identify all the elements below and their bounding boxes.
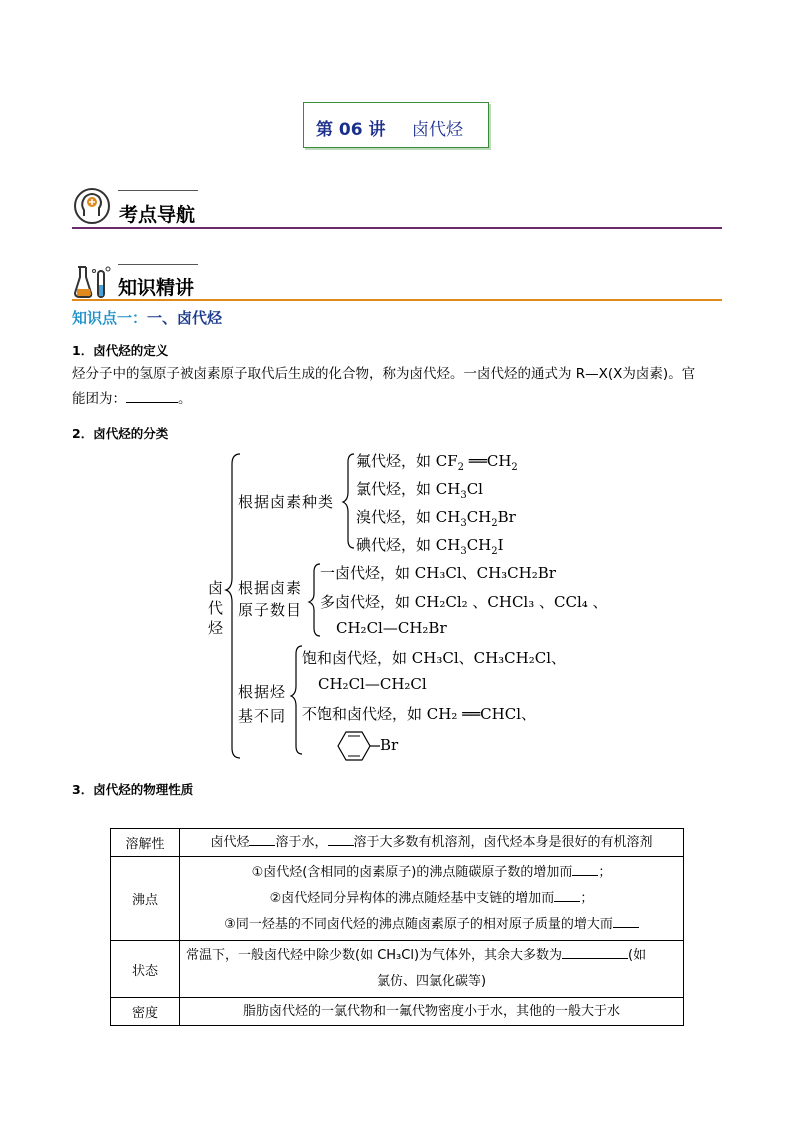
lecture-number: 第 06 讲 (316, 120, 386, 140)
tree-root-char-3: 烃 (208, 619, 224, 637)
content-line: 常温下，一般卤代烃中除少数(如 CH₃Cl)为气体外，其余大多数为 (如 (180, 943, 683, 969)
properties-table (110, 828, 684, 1026)
bromobenzene-structure (324, 728, 414, 764)
classification-heading: 2．卤代烃的分类 (72, 426, 169, 441)
group3-item-1: 饱和卤代烃，如 CH₃Cl、CH₃CH₂Cl、 (302, 649, 567, 667)
tree-root-char-1: 卤 (208, 579, 224, 597)
bromobenzene-substituent: Br (380, 736, 399, 754)
classification-tree (200, 448, 620, 768)
content-line: 卤代烃 溶于水， 溶于大多数有机溶剂，卤代烃本身是很好的有机溶剂 (180, 830, 683, 856)
lecture-title-box (303, 102, 489, 148)
group3-label (238, 680, 286, 728)
definition-heading: 1．卤代烃的定义 (72, 343, 169, 358)
knowledge-section-icon (72, 263, 114, 301)
row-content (180, 941, 684, 998)
group1-label: 根据卤素种类 (238, 493, 335, 511)
definition-line-2-prefix: 能团为： (72, 391, 126, 407)
row-label: 沸点 (111, 857, 180, 941)
table-row (111, 857, 684, 941)
knowledge-section-title: 知识精讲 (118, 277, 195, 299)
group3-label-line-1: 根据烃 (238, 683, 287, 701)
knowledge-section-rule (72, 299, 722, 301)
row-label: 密度 (111, 998, 180, 1026)
table-row (111, 829, 684, 857)
group2-item-2: 多卤代烃，如 CH₂Cl₂ 、CHCl₃ 、CCl₄ 、 (320, 593, 608, 611)
definition-line-2-suffix: 。 (178, 391, 192, 407)
nav-section-rule (72, 227, 722, 229)
knowledge-point-label: 知识点一： (72, 309, 148, 327)
nav-section-title: 考点导航 (119, 204, 196, 226)
tree-root-label (208, 578, 223, 638)
content-line: 氯仿、四氯化碳等) (376, 974, 487, 989)
group1-item-4: 碘代烃，如 $CH_3CH_2I$ (356, 536, 504, 557)
group2-label-line-1: 根据卤素 (238, 579, 303, 597)
row-content (180, 857, 684, 941)
group2-item-3: CH₂Cl—CH₂Br (336, 619, 447, 637)
definition-line-1: 烃分子中的氢原子被卤素原子取代后生成的化合物，称为卤代烃。一卤代烃的通式为 R—X(X为卤素)。官 (72, 366, 696, 382)
row-content: 脂肪卤代烃的一氯代物和一氟代物密度小于水，其他的一般大于水 (180, 998, 684, 1026)
group1-item-3: 溴代烃，如 $CH_3CH_2Br$ (356, 508, 516, 529)
group3-item-3: 不饱和卤代烃，如 CH₂ ══CHCl、 (302, 705, 537, 723)
group1-item-1: 氟代烃，如 $CF_2$ $══CH_2$ (356, 452, 518, 473)
group3-label-line-2: 基不同 (238, 707, 287, 725)
content-line: ③同一烃基的不同卤代烃的沸点随卤素原子的相对原子质量的增大而 (180, 912, 683, 938)
group3-item-2: CH₂Cl—CH₂Cl (318, 675, 427, 693)
knowledge-section-topline (118, 264, 198, 265)
group2-label (238, 577, 302, 621)
group2-item-1: 一卤代烃，如 CH₃Cl、CH₃CH₂Br (320, 564, 556, 582)
row-label: 溶解性 (111, 829, 180, 857)
content-line: ①卤代烃(含相同的卤素原子)的沸点随碳原子数的增加而 ； (180, 860, 683, 886)
table-row (111, 941, 684, 998)
definition-paragraph (72, 362, 732, 412)
lecture-topic: 卤代烃 (412, 120, 463, 140)
functional-group-blank (126, 388, 178, 403)
definition-line-2 (72, 387, 732, 412)
row-label: 状态 (111, 941, 180, 998)
content-line: ②卤代烃同分异构体的沸点随烃基中支链的增加而 ； (180, 886, 683, 912)
table-row (111, 998, 684, 1026)
row-content (180, 829, 684, 857)
group2-label-line-2: 原子数目 (238, 601, 303, 619)
knowledge-point-name: 一、卤代烃 (147, 309, 223, 327)
properties-heading: 3．卤代烃的物理性质 (72, 782, 194, 797)
nav-section-topline (118, 190, 198, 191)
nav-section-icon (72, 186, 112, 226)
flask-icon (72, 263, 114, 301)
tree-root-char-2: 代 (208, 599, 224, 617)
head-brain-icon (72, 186, 112, 226)
group1-item-2: 氯代烃，如 $CH_3Cl$ (356, 480, 483, 501)
knowledge-point-heading (72, 307, 222, 328)
